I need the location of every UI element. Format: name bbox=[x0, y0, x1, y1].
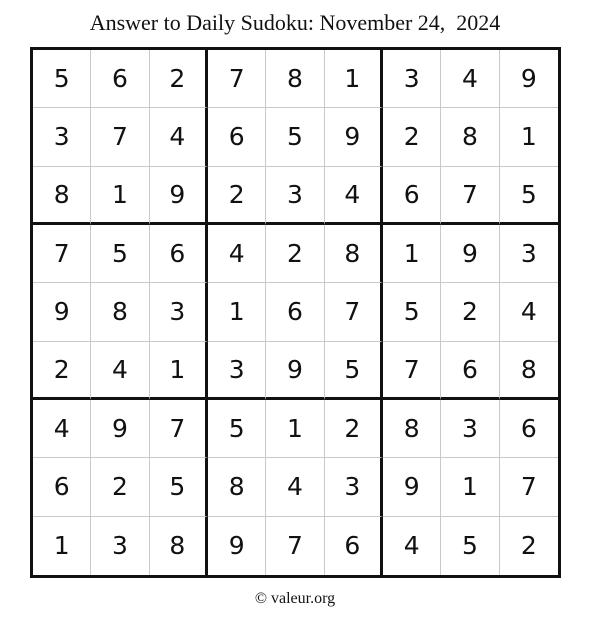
sudoku-cell-r5-c3: 3 bbox=[150, 283, 208, 341]
sudoku-cell-r4-c5: 2 bbox=[266, 225, 324, 283]
sudoku-cell-r1-c8: 4 bbox=[441, 50, 499, 108]
sudoku-cell-r9-c4: 9 bbox=[208, 517, 266, 575]
sudoku-cell-r8-c5: 4 bbox=[266, 458, 324, 516]
sudoku-cell-r6-c9: 8 bbox=[500, 342, 558, 400]
sudoku-cell-r3-c3: 9 bbox=[150, 167, 208, 225]
sudoku-cell-r5-c8: 2 bbox=[441, 283, 499, 341]
sudoku-cell-r8-c4: 8 bbox=[208, 458, 266, 516]
sudoku-cell-r9-c2: 3 bbox=[91, 517, 149, 575]
sudoku-cell-r2-c8: 8 bbox=[441, 108, 499, 166]
sudoku-cell-r8-c1: 6 bbox=[33, 458, 91, 516]
sudoku-cell-r9-c9: 2 bbox=[520, 531, 537, 561]
sudoku-cell-r4-c9: 3 bbox=[500, 225, 558, 283]
sudoku-cell-r4-c3: 6 bbox=[150, 225, 208, 283]
sudoku-cell-r4-c6: 8 bbox=[325, 225, 383, 283]
sudoku-cell-r3-c7: 6 bbox=[383, 167, 441, 225]
sudoku-cell-r1-c4: 7 bbox=[208, 50, 266, 108]
sudoku-cell-r2-c9: 1 bbox=[500, 108, 558, 166]
copyright-footer: © valeur.org bbox=[254, 590, 336, 607]
sudoku-cell-r3-c5: 3 bbox=[266, 167, 324, 225]
sudoku-cell-r4-c4: 4 bbox=[208, 225, 266, 283]
sudoku-cell-r6-c3: 1 bbox=[150, 342, 208, 400]
sudoku-cell-r3-c1: 8 bbox=[33, 167, 91, 225]
sudoku-cell-r1-c3: 2 bbox=[150, 50, 208, 108]
sudoku-cell-r5-c5: 6 bbox=[266, 283, 324, 341]
sudoku-cell-r5-c6: 7 bbox=[325, 283, 383, 341]
sudoku-cell-r7-c6: 2 bbox=[325, 400, 383, 458]
sudoku-cell-r9-c1: 1 bbox=[33, 517, 91, 575]
sudoku-cell-r9-c8: 5 bbox=[441, 517, 499, 575]
sudoku-cell-r7-c7: 8 bbox=[383, 400, 441, 458]
sudoku-cell-r7-c3: 7 bbox=[150, 400, 208, 458]
sudoku-cell-r2-c1: 3 bbox=[33, 108, 91, 166]
sudoku-board bbox=[30, 47, 561, 578]
sudoku-cell-r3-c2: 1 bbox=[91, 167, 149, 225]
sudoku-cell-r5-c9: 4 bbox=[500, 283, 558, 341]
sudoku-cell-r7-c4: 5 bbox=[208, 400, 266, 458]
sudoku-cell-r2-c4: 6 bbox=[208, 108, 266, 166]
sudoku-cell-r2-c2: 7 bbox=[91, 108, 149, 166]
sudoku-cell-r6-c6: 5 bbox=[325, 342, 383, 400]
sudoku-cell-r7-c5: 1 bbox=[266, 400, 324, 458]
sudoku-cell-r8-c8: 1 bbox=[441, 458, 499, 516]
sudoku-cell-r2-c5: 5 bbox=[266, 108, 324, 166]
sudoku-cell-r9-c3: 8 bbox=[150, 517, 208, 575]
sudoku-cell-r1-c6: 1 bbox=[325, 50, 383, 108]
sudoku-cell-r8-c7: 9 bbox=[383, 458, 441, 516]
sudoku-cell-r8-c3: 5 bbox=[150, 458, 208, 516]
sudoku-cell-r1-c7: 3 bbox=[383, 50, 441, 108]
sudoku-cell-r2-c3: 4 bbox=[150, 108, 208, 166]
sudoku-cell-r6-c1: 2 bbox=[33, 342, 91, 400]
sudoku-cell-r5-c1: 9 bbox=[33, 283, 91, 341]
sudoku-cell-r1-c1: 5 bbox=[33, 50, 91, 108]
sudoku-cell-r5-c4: 1 bbox=[208, 283, 266, 341]
sudoku-cell-r5-c7: 5 bbox=[383, 283, 441, 341]
sudoku-cell-r7-c9: 6 bbox=[500, 400, 558, 458]
sudoku-cell-r9-c5: 7 bbox=[266, 517, 324, 575]
sudoku-cell-r4-c2: 5 bbox=[91, 225, 149, 283]
sudoku-cell-r7-c1: 4 bbox=[33, 400, 91, 458]
sudoku-cell-r3-c8: 7 bbox=[441, 167, 499, 225]
sudoku-cell-r9-c6: 6 bbox=[325, 517, 383, 575]
sudoku-cell-r4-c1: 7 bbox=[33, 225, 91, 283]
sudoku-cell-r2-c6: 9 bbox=[325, 108, 383, 166]
sudoku-cell-r4-c8: 9 bbox=[441, 225, 499, 283]
sudoku-cell-r6-c4: 3 bbox=[208, 342, 266, 400]
sudoku-cell-r1-c2: 6 bbox=[91, 50, 149, 108]
sudoku-cell-r6-c2: 4 bbox=[91, 342, 149, 400]
sudoku-cell-r8-c2: 2 bbox=[91, 458, 149, 516]
sudoku-cell-r4-c7: 1 bbox=[383, 225, 441, 283]
sudoku-cell-r6-c7: 7 bbox=[383, 342, 441, 400]
page-title: Answer to Daily Sudoku: November 24, 2024 bbox=[89, 10, 501, 35]
sudoku-cell-r7-c2: 9 bbox=[91, 400, 149, 458]
sudoku-cell-r1-c9: 9 bbox=[500, 50, 558, 108]
sudoku-cell-r8-c6: 3 bbox=[325, 458, 383, 516]
sudoku-cell-r6-c8: 6 bbox=[441, 342, 499, 400]
sudoku-cell-r3-c9: 5 bbox=[500, 167, 558, 225]
sudoku-cell-r5-c2: 8 bbox=[91, 283, 149, 341]
sudoku-cell-r6-c5: 9 bbox=[266, 342, 324, 400]
sudoku-cell-r8-c9: 7 bbox=[500, 458, 558, 516]
sudoku-cell-r2-c7: 2 bbox=[383, 108, 441, 166]
sudoku-cell-r1-c5: 8 bbox=[266, 50, 324, 108]
sudoku-cell-r3-c4: 2 bbox=[208, 167, 266, 225]
sudoku-cell-r9-c7: 4 bbox=[383, 517, 441, 575]
sudoku-cell-r7-c8: 3 bbox=[441, 400, 499, 458]
sudoku-cell-r3-c6: 4 bbox=[325, 167, 383, 225]
